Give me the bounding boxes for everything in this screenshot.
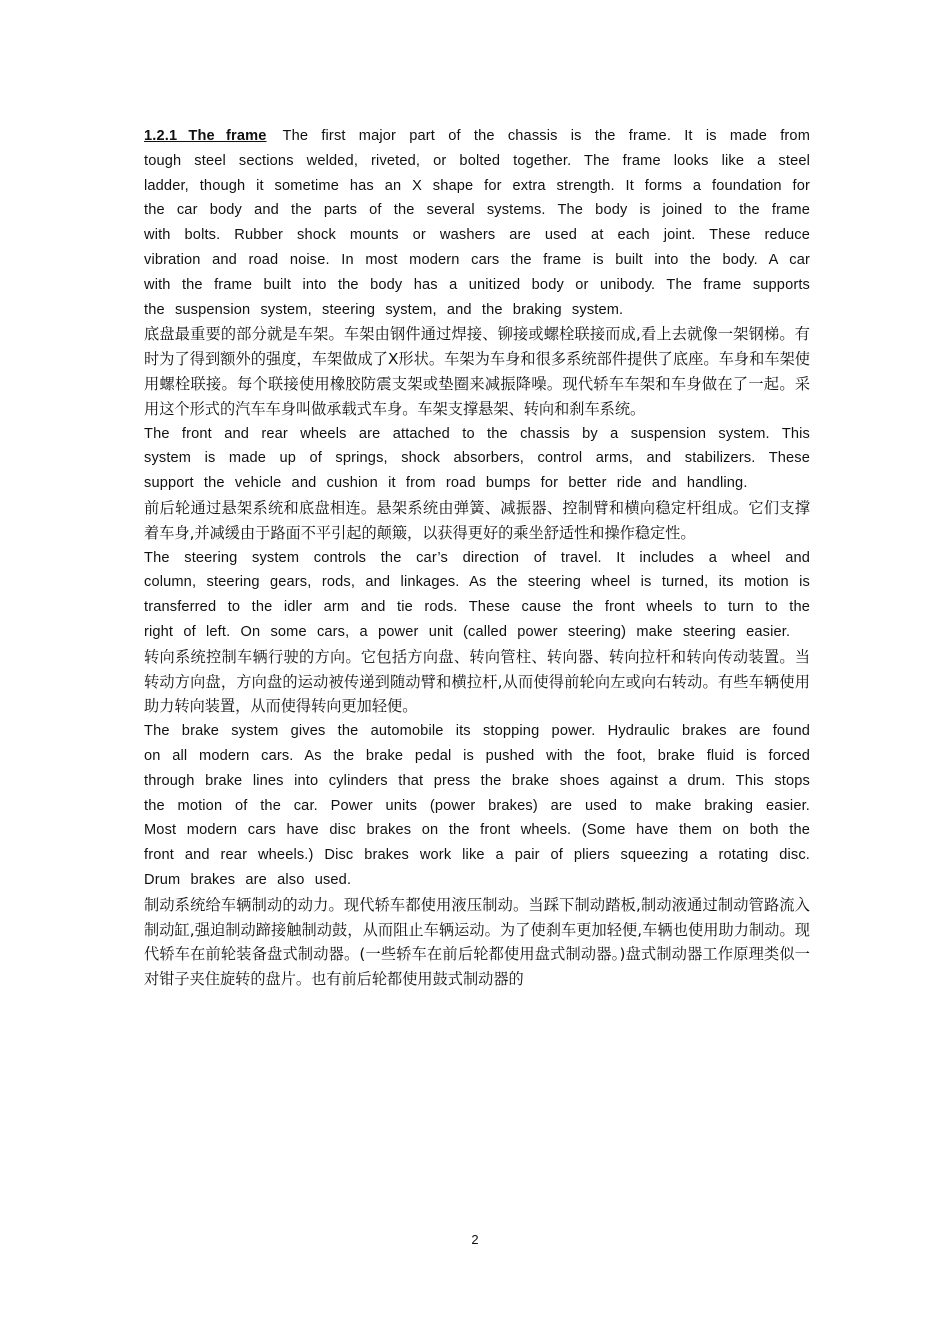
frame-paragraph-zh: 底盘最重要的部分就是车架。车架由钢件通过焊接、铆接或螺栓联接而成,看上去就像一架钢梯。有时为了得到额外的强度，车架做成了X形状。车架为车身和很多系统部件提供了底座。车身和车架使用螺栓联接。每个联接使用橡胶防震支架或垫圈来减振降噪。现代轿车车架和车身做在了一起。采用这个形式的汽车车身叫做承载式车身。车架支撑悬架、转向和刹车系统。 — [144, 325, 810, 418]
section-heading: 1.2.1 The frame — [144, 128, 267, 144]
brake-paragraph-en: The brake system gives the automobile its stopping power. Hydraulic brakes are found on all modern cars. As the brake pedal is pushed with the foot, brake fluid is forced through brake lines into cylinders that press the brake shoes against a drum. This stops the motion of the car. Power units (power brakes) are used to make braking easier. Most modern cars have disc brakes on the front wheels. (Some have them on both the front and rear wheels.) Disc brakes work like a pair of pliers squeezing a rotating disc. Drum brakes are also used. — [144, 723, 810, 888]
suspension-paragraph-zh: 前后轮通过悬架系统和底盘相连。悬架系统由弹簧、减振器、控制臂和横向稳定杆组成。它们支撑着车身,并减缓由于路面不平引起的颠簸，以获得更好的乘坐舒适性和操作稳定性。 — [144, 498, 810, 542]
frame-text-en: The first major part of the chassis is the frame. It is made from tough steel sections welded, riveted, or bolted together. The frame looks like a steel ladder, though it sometime has an X shape for extra strength. It forms a foundation for the car body and the parts of the several systems. The body is joined to the frame with bolts. Rubber shock mounts or washers are used at each joint. These reduce vibration and road noise. In most modern cars the frame is built into the body. A car with the frame built into the body has a unitized body or unibody. The frame supports the suspension system, steering system, and the braking system. — [144, 128, 810, 318]
steering-paragraph-zh: 转向系统控制车辆行驶的方向。它包括方向盘、转向管柱、转向器、转向拉杆和转向传动装置。当转动方向盘，方向盘的运动被传递到随动臂和横拉杆,从而使得前轮向左或向右转动。有些车辆使用助力转向装置，从而使得转向更加轻便。 — [144, 647, 810, 716]
frame-paragraph-en — [144, 124, 810, 322]
brake-paragraph-zh: 制动系统给车辆制动的动力。现代轿车都使用液压制动。当踩下制动踏板,制动液通过制动管路流入制动缸,强迫制动蹄接触制动鼓，从而阻止车辆运动。为了使刹车更加轻便,车辆也使用助力制动。现代轿车在前轮装备盘式制动器。(一些轿车在前后轮都使用盘式制动器。)盘式制动器工作原理类似一对钳子夹住旋转的盘片。也有前后轮都使用鼓式制动器的 — [144, 895, 810, 989]
steering-paragraph-en: The steering system controls the car’s direction of travel. It includes a wheel and column, steering gears, rods, and linkages. As the steering wheel is turned, its motion is transferred to the idler arm and tie rods. These cause the front wheels to turn to the right of left. On some cars, a power unit (called power steering) make steering easier. — [144, 549, 810, 640]
suspension-paragraph-en: The front and rear wheels are attached to the chassis by a suspension system. This system is made up of springs, shock absorbers, control arms, and stabilizers. These support the vehicle and cushion it from road bumps for better ride and handling. — [144, 425, 810, 492]
page-content — [144, 124, 810, 992]
page-number: 2 — [471, 1232, 479, 1247]
